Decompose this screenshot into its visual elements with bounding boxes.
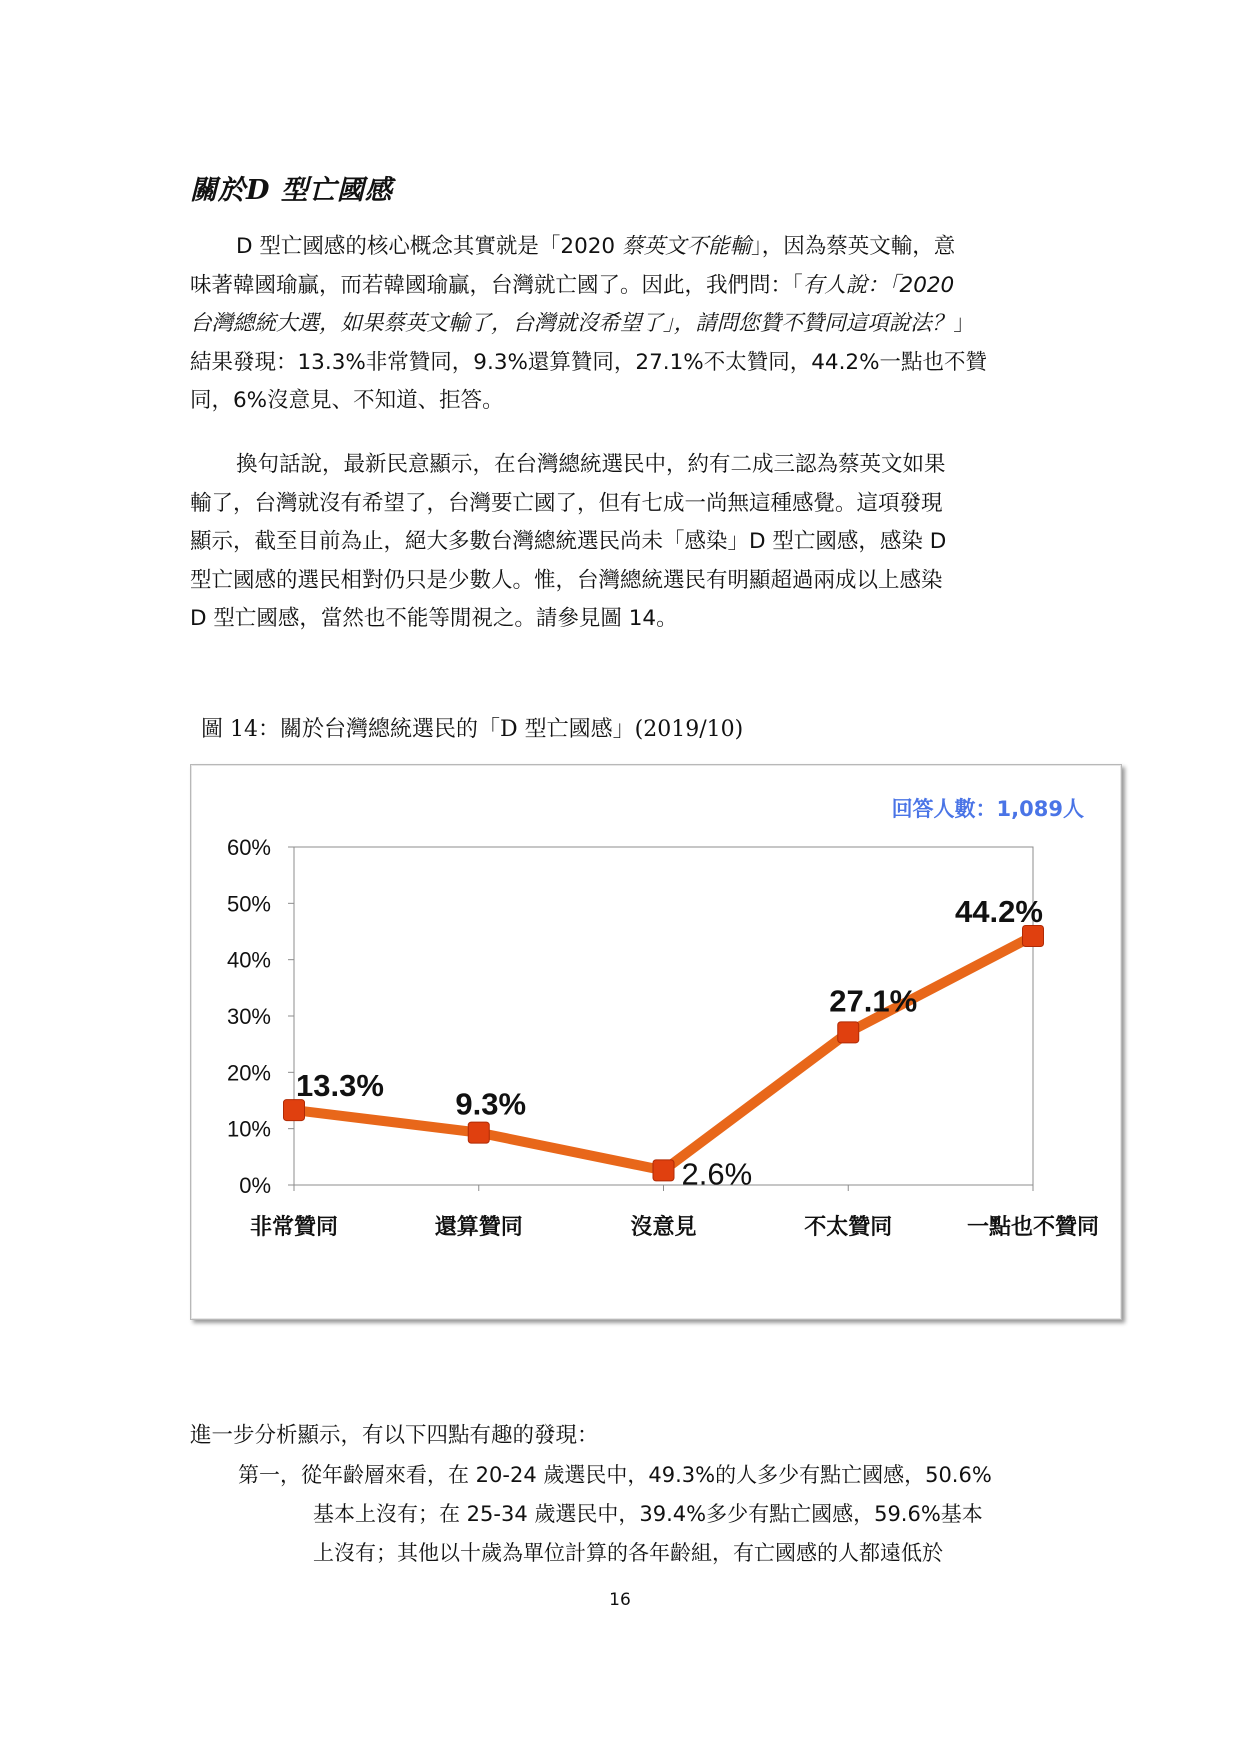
p1-line1-pre: D 型亡國感的核心概念其實就是「2020 — [236, 234, 622, 259]
finding-first — [238, 1456, 1058, 1573]
y-tick-label: 30% — [226, 1004, 271, 1029]
p1-line2-emphasis: 有人說：「2020 — [802, 272, 955, 298]
paragraph-1 — [190, 228, 1052, 421]
y-tick-label: 40% — [226, 947, 271, 973]
respondent-count-annotation: 回答人數：1,089人 — [891, 797, 1084, 821]
data-label: 44.2% — [955, 894, 1043, 930]
data-point-marker — [653, 1160, 674, 1181]
finding-first-line1: 第一，從年齡層來看，在 20-24 歲選民中，49.3%的人多少有點亡國感，50.6% — [238, 1463, 992, 1487]
series-line — [294, 936, 1033, 1170]
findings-intro: 進一步分析顯示，有以下四點有趣的發現： — [190, 1423, 599, 1448]
y-tick-label: 50% — [226, 891, 271, 917]
p2-line1: 換句話說，最新民意顯示，在台灣總統選民中，約有二成三認為蔡英文如果 — [236, 452, 946, 477]
p1-line1-post: 」，因為蔡英文輸，意 — [750, 234, 956, 259]
y-tick-label: 20% — [226, 1060, 271, 1086]
data-label: 13.3% — [296, 1068, 384, 1104]
data-point-marker — [838, 1022, 859, 1043]
y-tick-label: 10% — [226, 1116, 271, 1142]
p1-line3-emphasis: 台灣總統大選，如果蔡英文輸了，台灣就沒希望了」，請問您贊不贊同這項說法？ — [190, 311, 954, 337]
section-heading: 關於D 型亡國感 — [190, 175, 393, 206]
data-label: 27.1% — [829, 983, 918, 1019]
p2-line5: D 型亡國感，當然也不能等閒視之。請參見圖 14。 — [190, 606, 678, 632]
x-category-label: 還算贊同 — [434, 1215, 523, 1240]
p2-line2: 輸了，台灣就沒有希望了，台灣要亡國了，但有七成一尚無這種感覺。這項發現 — [190, 490, 943, 516]
page-number: 16 — [609, 1590, 631, 1610]
data-point-marker — [468, 1122, 489, 1143]
x-category-label: 非常贊同 — [249, 1215, 339, 1240]
finding-first-line3: 上沒有；其他以十歲為單位計算的各年齡組，有亡國感的人都遠低於 — [313, 1541, 943, 1565]
x-category-label: 一點也不贊同 — [966, 1215, 1100, 1240]
p1-line3-post: 」 — [953, 311, 975, 337]
p2-line4: 型亡國感的選民相對仍只是少數人。惟，台灣總統選民有明顯超過兩成以上感染 — [190, 567, 943, 593]
p1-line2-pre: 味著韓國瑜贏，而若韓國瑜贏，台灣就亡國了。因此，我們問：「 — [190, 272, 803, 298]
paragraph-2 — [190, 446, 1052, 639]
x-category-label: 不太贊同 — [804, 1215, 893, 1240]
data-label: 9.3% — [455, 1086, 527, 1122]
x-category-label: 沒意見 — [630, 1215, 697, 1240]
p1-line5: 同，6%沒意見、不知道、拒答。 — [190, 388, 504, 414]
chart-frame — [190, 764, 1122, 1320]
plot-area-border — [294, 847, 1033, 1185]
p1-line4: 結果發現：13.3%非常贊同，9.3%還算贊同，27.1%不太贊同，44.2%一點也不贊 — [190, 349, 988, 375]
line-chart — [191, 765, 1123, 1321]
data-label: 2.6% — [681, 1156, 753, 1192]
p2-line3: 顯示，截至目前為止，絕大多數台灣總統選民尚未「感染」D 型亡國感，感染 D — [190, 529, 947, 555]
y-tick-label: 60% — [226, 835, 271, 860]
y-tick-label: 0% — [239, 1173, 271, 1198]
figure-caption: 圖 14：關於台灣總統選民的「D 型亡國感」(2019/10) — [201, 717, 744, 742]
p1-line1-emphasis: 蔡英文不能輸 — [621, 234, 751, 259]
finding-first-line2: 基本上沒有；在 25-34 歲選民中，39.4%多少有點亡國感，59.6%基本 — [313, 1502, 983, 1526]
